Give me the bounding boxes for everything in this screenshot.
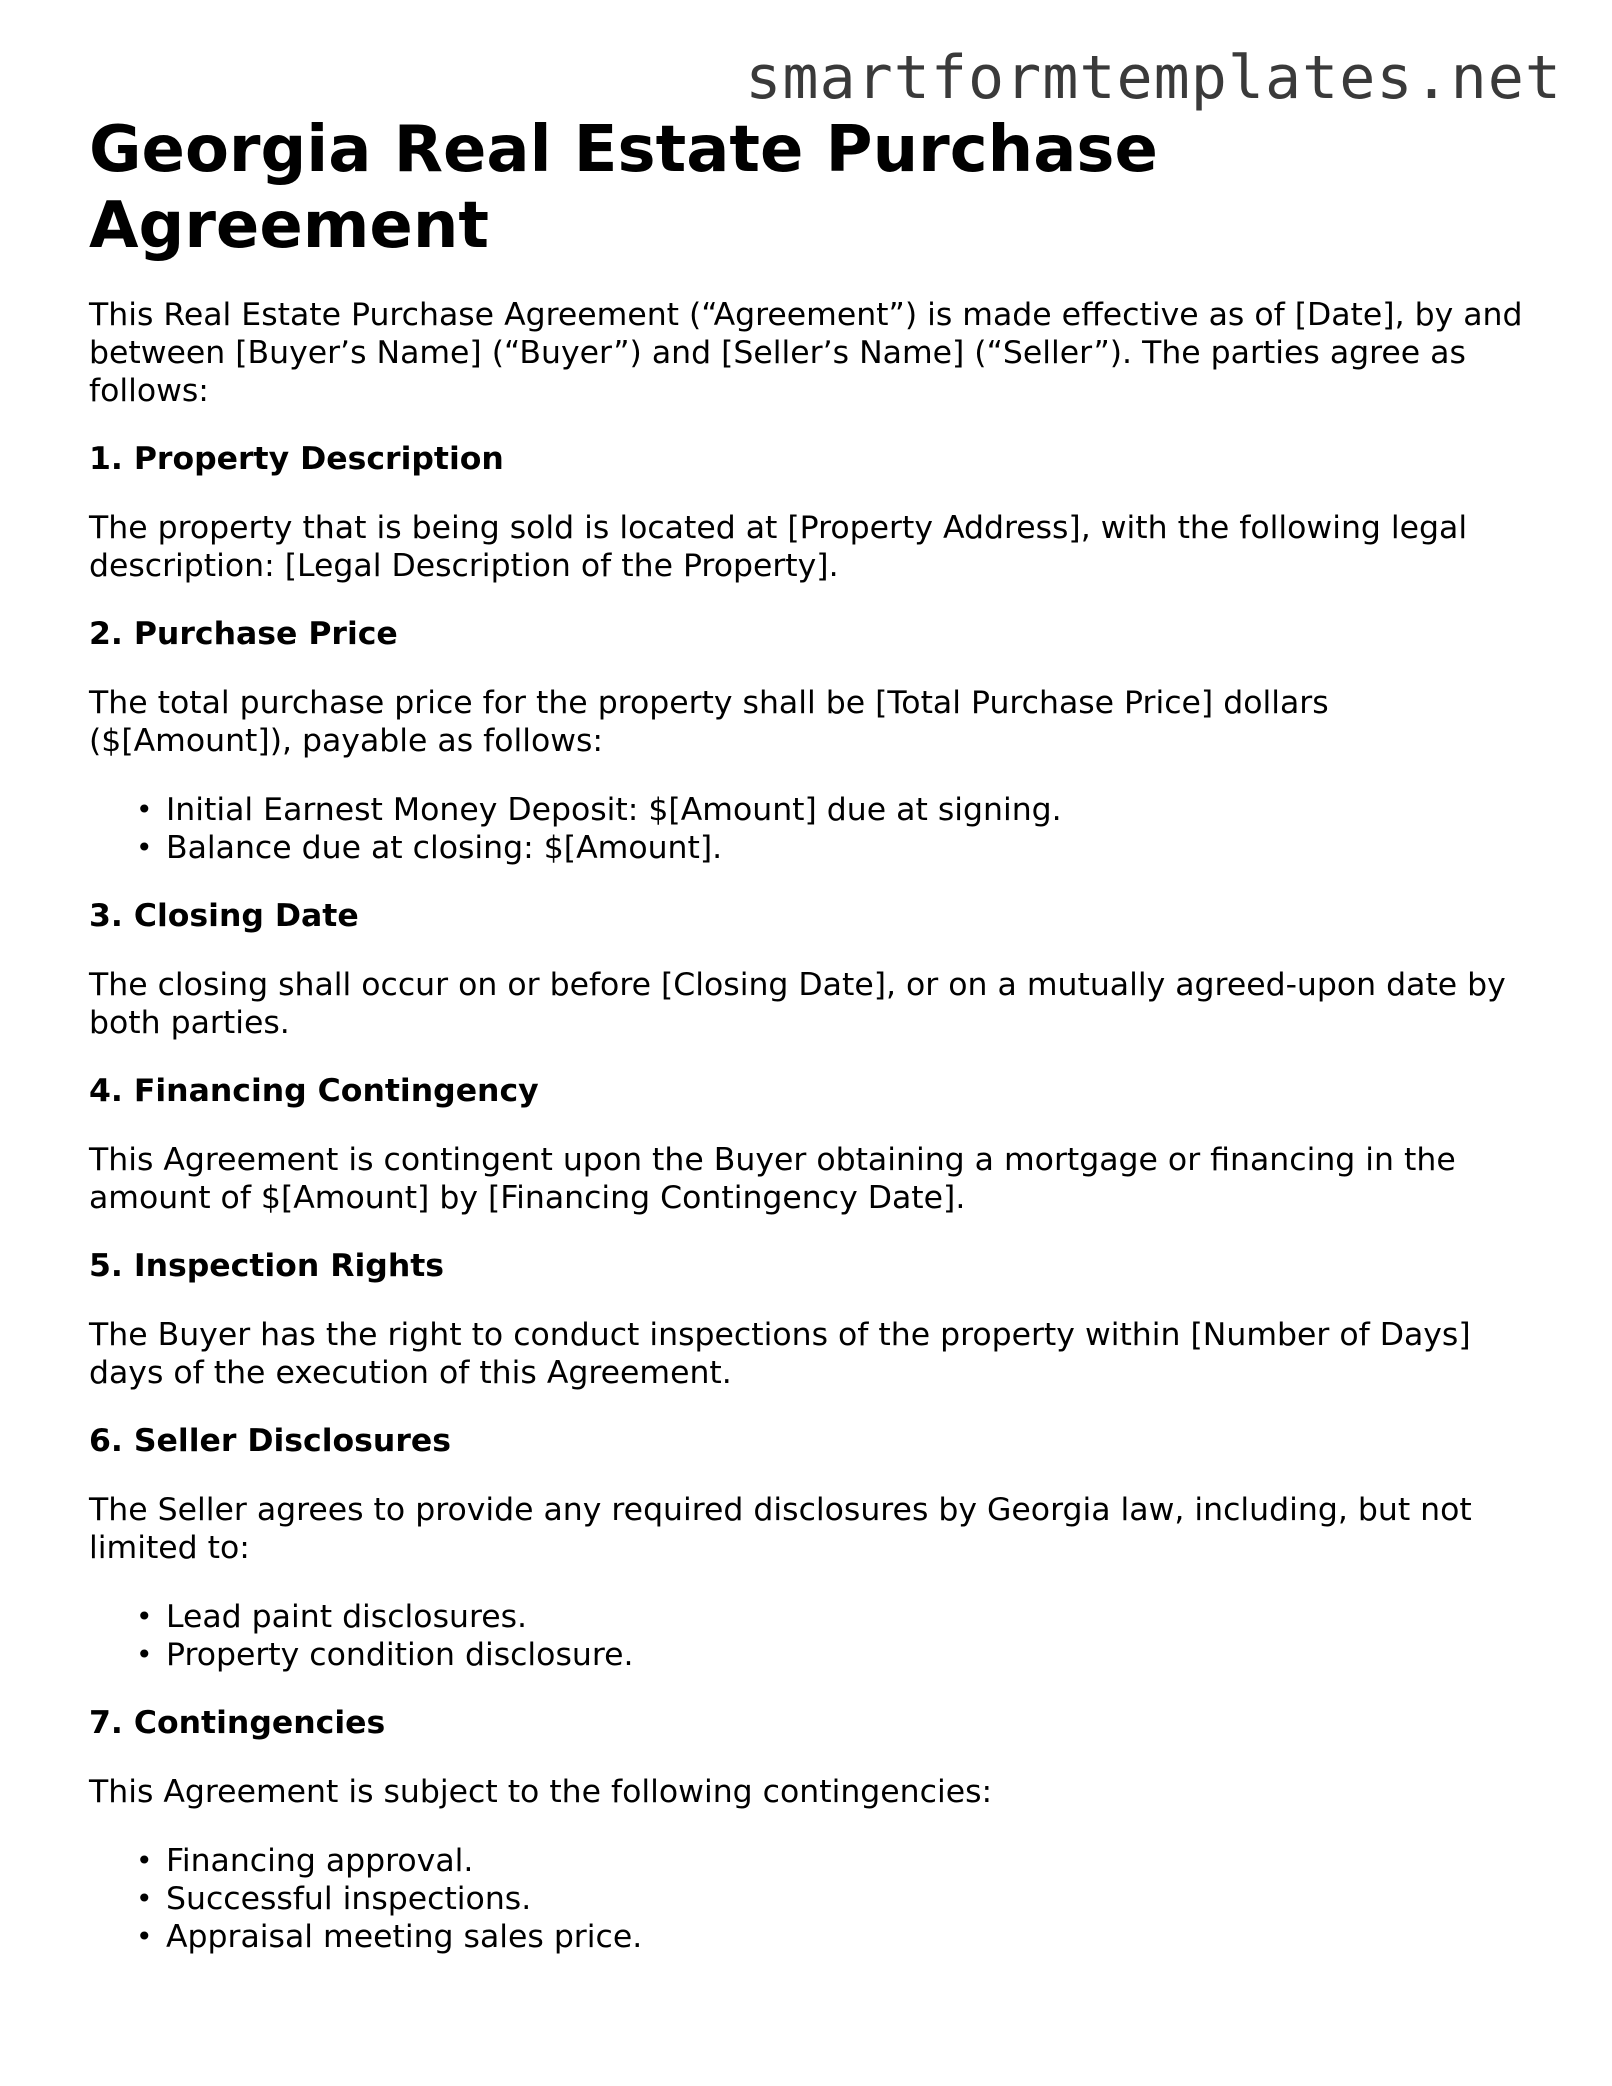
- bullet-list: [89, 791, 1539, 867]
- intro-paragraph: This Real Estate Purchase Agreement (“Agreement”) is made effective as of [Date], by and between [Buyer’s Name] (“Buyer”) and [Seller’s Name] (“Seller”). The parties agree as follows:: [89, 297, 1523, 409]
- watermark: smartformtemplates.net: [745, 43, 1562, 113]
- document-page: [89, 112, 1539, 1956]
- list-item: • Successful inspections.: [136, 1881, 532, 1917]
- list-item: • Appraisal meeting sales price.: [136, 1919, 643, 1955]
- section-text: This Agreement is contingent upon the Buyer obtaining a mortgage or financing in the amount of $[Amount] by [Financing Contingency Date].: [89, 1142, 1456, 1216]
- bullet-icon: •: [136, 831, 153, 864]
- bullet-list: [89, 1598, 1539, 1674]
- bullet-icon: •: [136, 1882, 153, 1915]
- list-item: • Initial Earnest Money Deposit: $[Amount] due at signing.: [136, 792, 1062, 828]
- section-heading: 4. Financing Contingency: [89, 1073, 539, 1109]
- list-item: • Lead paint disclosures.: [136, 1599, 528, 1635]
- bullet-icon: •: [136, 1638, 153, 1671]
- list-item: • Property condition disclosure.: [136, 1637, 634, 1673]
- bullet-icon: •: [136, 1844, 153, 1877]
- section-inspection-rights: [89, 1247, 1539, 1392]
- bullet-icon: •: [136, 793, 153, 826]
- section-text: The total purchase price for the property shall be [Total Purchase Price] dollars ($[Amount]), payable as follows:: [89, 685, 1329, 759]
- section-purchase-price: [89, 615, 1539, 867]
- section-text: The property that is being sold is located at [Property Address], with the following legal description: [Legal Description of the Property].: [89, 510, 1468, 584]
- section-financing-contingency: [89, 1072, 1539, 1217]
- bullet-list: [89, 1842, 1539, 1956]
- section-property-description: [89, 440, 1539, 585]
- section-heading: 2. Purchase Price: [89, 616, 398, 652]
- section-heading: 3. Closing Date: [89, 898, 359, 934]
- section-heading: 1. Property Description: [89, 441, 504, 477]
- list-item: • Balance due at closing: $[Amount].: [136, 830, 723, 866]
- list-item: • Financing approval.: [136, 1843, 474, 1879]
- bullet-icon: •: [136, 1600, 153, 1633]
- section-heading: 6. Seller Disclosures: [89, 1423, 451, 1459]
- section-text: The Seller agrees to provide any required disclosures by Georgia law, including, but not limited to:: [89, 1492, 1472, 1566]
- section-contingencies: [89, 1704, 1539, 1956]
- section-heading: 7. Contingencies: [89, 1705, 386, 1741]
- section-heading: 5. Inspection Rights: [89, 1248, 445, 1284]
- section-text: The closing shall occur on or before [Closing Date], or on a mutually agreed-upon date by both parties.: [89, 967, 1506, 1041]
- section-text: This Agreement is subject to the following contingencies:: [89, 1774, 993, 1810]
- document-title: Georgia Real Estate Purchase Agreement: [89, 113, 1158, 263]
- bullet-icon: •: [136, 1920, 153, 1953]
- section-text: The Buyer has the right to conduct inspections of the property within [Number of Days] days of the execution of this Agreement.: [89, 1317, 1471, 1391]
- section-seller-disclosures: [89, 1422, 1539, 1674]
- section-closing-date: [89, 897, 1539, 1042]
